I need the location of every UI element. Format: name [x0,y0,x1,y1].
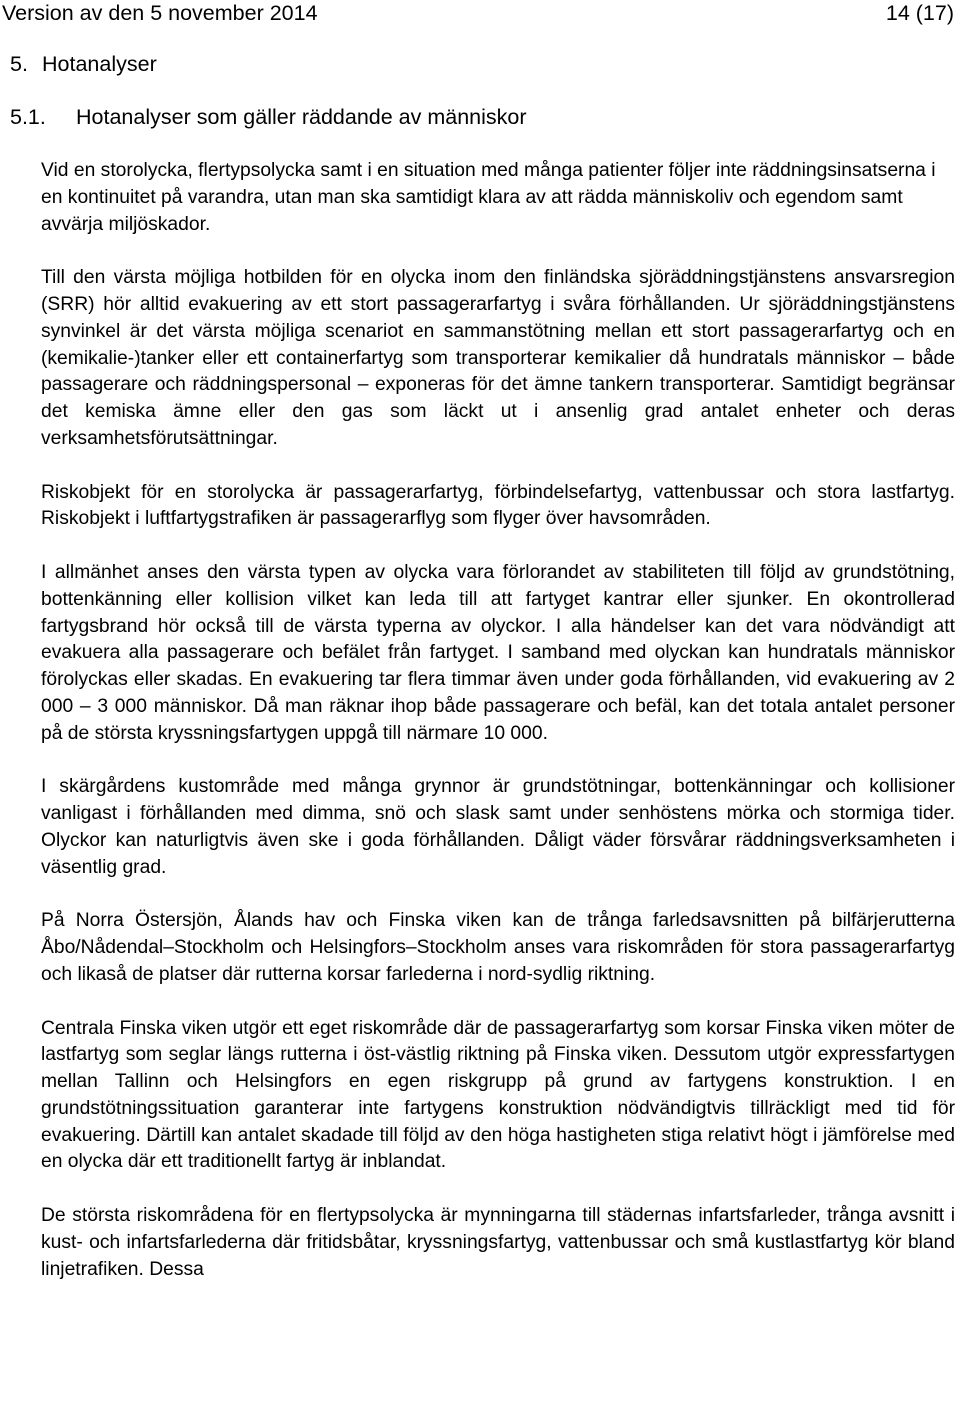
subsection-heading [10,103,527,131]
body-text [41,158,955,1283]
paragraph-3: Riskobjekt för en storolycka är passagerarfartyg, förbindelsefartyg, vattenbussar och stora lastfartyg. Riskobjekt i luftfartygstrafiken är passagerarflyg som flyger över havsområden. [41,481,955,530]
paragraph-6: På Norra Östersjön, Ålands hav och Finska viken kan de trånga farledsavsnitten på bilfärjerutterna Åbo/Nådendal–Stockholm och Helsingfors–Stockholm anses vara riskområden för stora passagerarfartyg och likaså de platser där rutterna korsar farlederna i nord-sydlig riktning. [41,910,955,985]
paragraph-5: I skärgårdens kustområde med många grynnor är grundstötningar, bottenkänningar och kollisioner vanligast i förhållanden med dimma, snö och slask samt under senhöstens mörka och stormiga tider. Olyckor kan naturligtvis även ske i goda förhållanden. Dåligt väder försvårar räddningsverksamheten i väsentlig grad. [41,776,955,878]
paragraph-8: De största riskområdena för en flertypsolycka är mynningarna till städernas infartsfarleder, trånga avsnitt i kust- och infartsfarlederna där fritidsbåtar, kryssningsfartyg, vattenbussar och små kustlastfartyg kör bland linjetrafiken. Dessa [41,1205,955,1280]
paragraph-7: Centrala Finska viken utgör ett eget riskområde där de passagerarfartyg som korsar Finska viken möter de lastfartyg som seglar längs rutterna i öst-västlig riktning på Finska viken. Dessutom utgör expressfartygen mellan Tallinn och Helsingfors en egen riskgrupp på grund av fartygens konstruktion. I en grundstötningssituation garanterar inte fartygens konstruktion nödvändigtvis tillräckligt med tid för evakuering. Därtill kan antalet skadade till följd av den höga hastigheten stiga relativt högt i jämförelse med en olycka där ett traditionellt fartyg är inblandat. [41,1017,955,1173]
paragraph-4: I allmänhet anses den värsta typen av olycka vara förlorandet av stabiliteten till följd av grundstötning, bottenkänning eller kollision vilket kan leda till att fartyget kantrar eller sjunker. En okontrollerad fartygsbrand hör också till de värsta typerna av olyckor. I alla händelser kan det vara nödvändigt att evakuera alla passagerare och befälet från fartyget. I samband med olyckan kan hundratals människor förolyckas eller skadas. En evakuering tar flera timmar även under goda förhållanden, vid evakuering av 2 000 – 3 000 människor. Då man räknar ihop både passagerare och befäl, kan det totala antalet personer på de största kryssningsfartygen uppgå till närmare 10 000. [41,561,955,744]
version-header: Version av den 5 november 2014 [2,1,318,25]
page-number: 14 (17) [885,1,954,25]
section-number: 5. [10,52,28,76]
paragraph-1: Vid en storolycka, flertypsolycka samt i en situation med många patienter följer inte räddningsinsatserna i en kontinuitet på varandra, utan man ska samtidigt klara av att rädda människoliv och egendom samt avvärja miljöskador. [41,160,936,235]
section-title: Hotanalyser [42,52,157,76]
paragraph-2: Till den värsta möjliga hotbilden för en olycka inom den finländska sjöräddningstjänstens ansvarsregion (SRR) hör alltid evakuering av ett stort passagerarfartyg i svåra förhållanden. Ur sjöräddningstjänstens synvinkel är det värsta möjliga scenariot en sammanstötning mellan ett stort passagerarfartyg och en (kemikalie-)tanker eller ett containerfartyg som transporterar kemikalier då hundratals människor – både passagerare och räddningspersonal – exponeras för det ämne tankern transporterar. Samtidigt begränsar det kemiska ämne eller den gas som läckt ut i ansenlig grad antalet enheter och deras verksamhetsförutsättningar. [41,267,955,449]
subsection-number: 5.1. [10,105,46,129]
subsection-title: Hotanalyser som gäller räddande av människor [76,105,527,129]
section-heading [10,50,157,78]
